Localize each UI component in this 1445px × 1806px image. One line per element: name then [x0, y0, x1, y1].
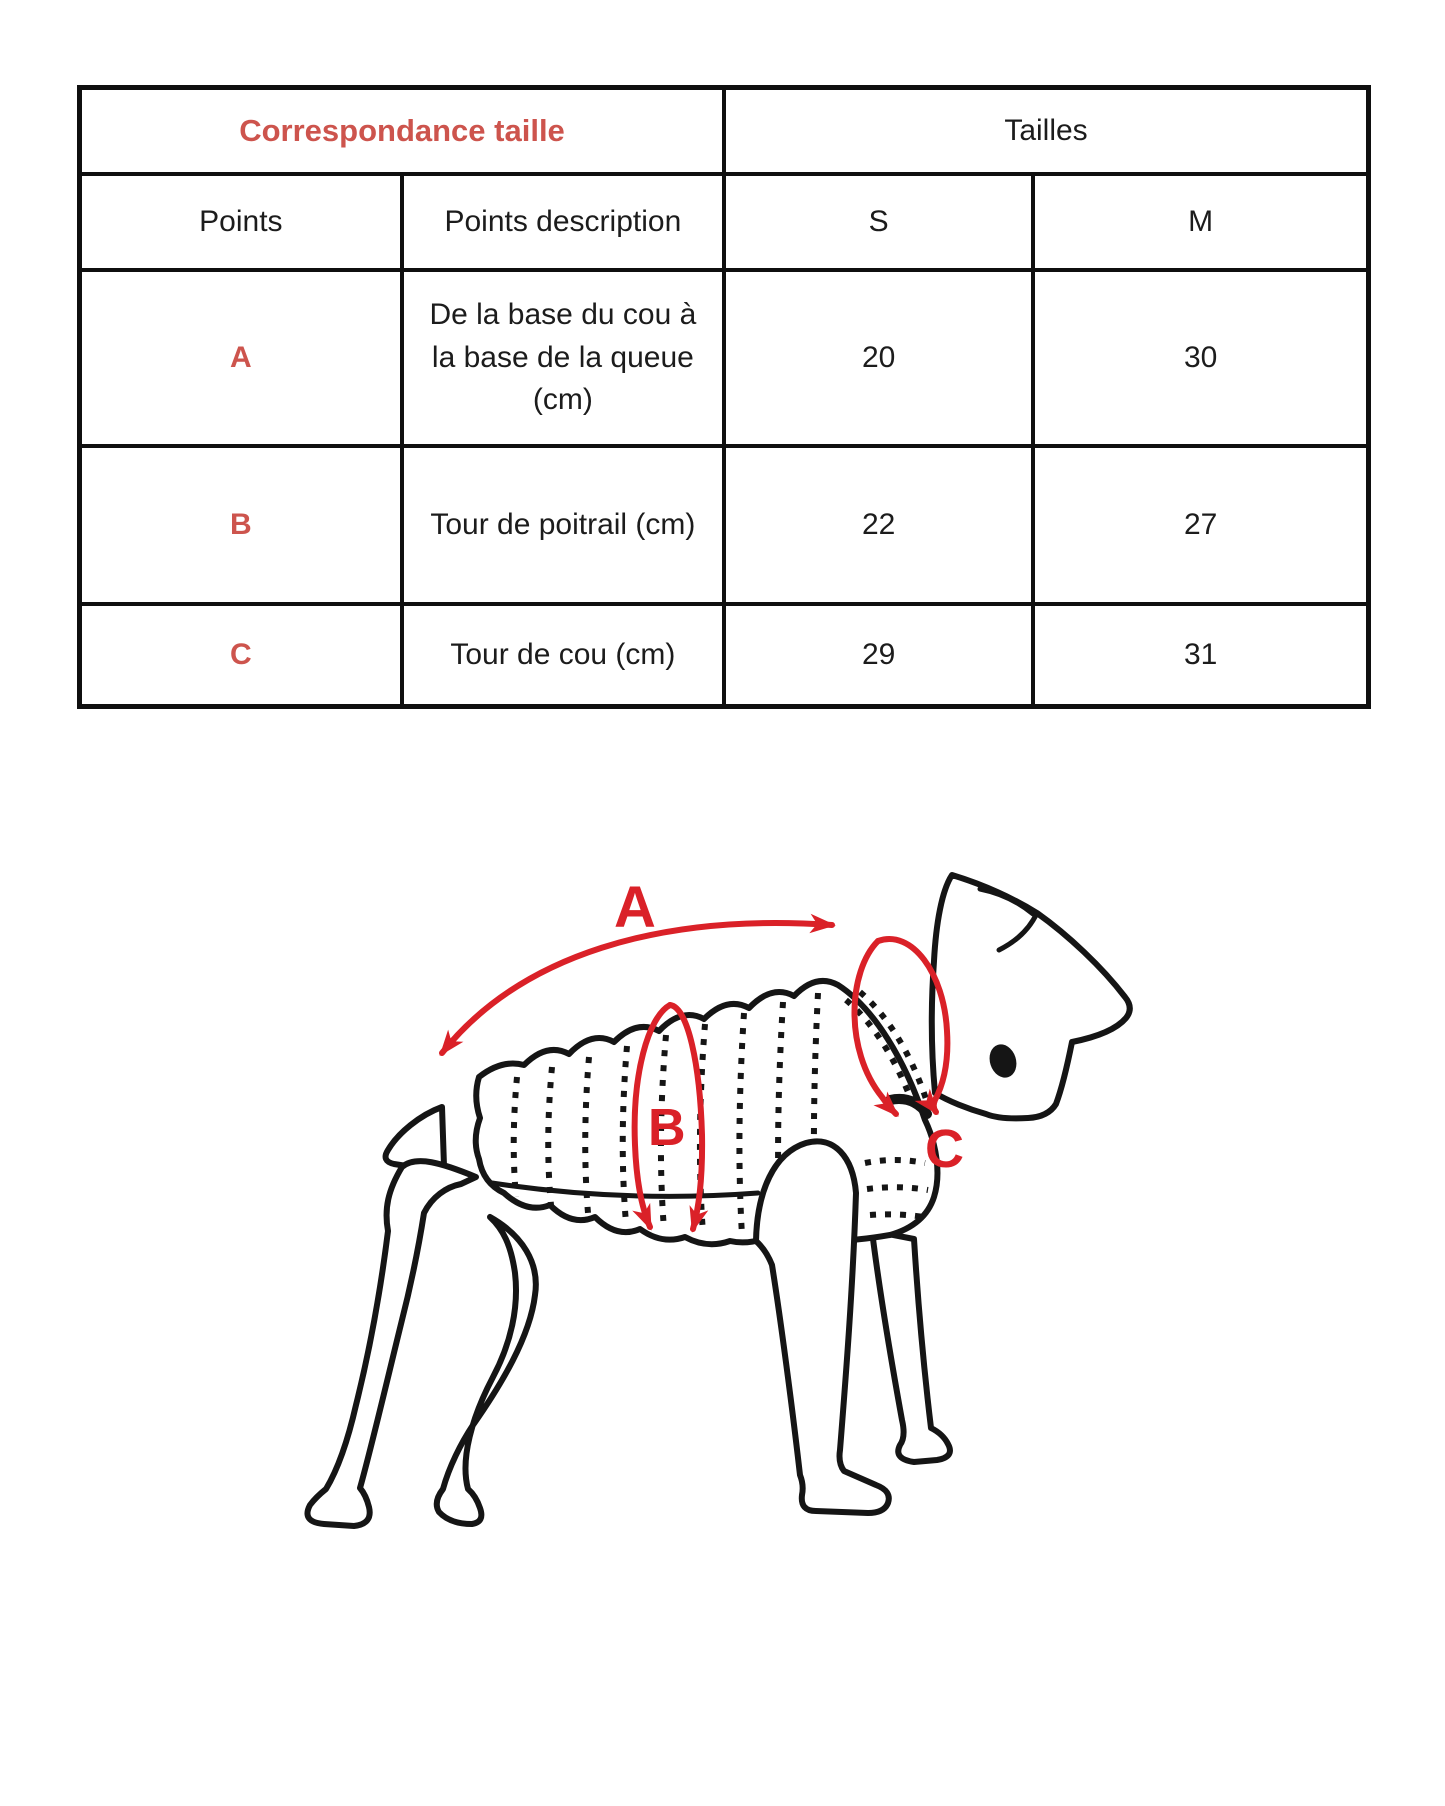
point-label-b: B: [80, 446, 402, 604]
col-header-size-m: M: [1033, 174, 1368, 270]
dog-head: [890, 875, 1130, 1118]
value-a-s: 20: [724, 270, 1033, 446]
point-description-a: De la base du cou à la base de la queue (cm): [402, 270, 724, 446]
table-group-header-row: [80, 88, 1369, 175]
table-title: Correspondance taille: [80, 88, 725, 175]
value-b-m: 27: [1033, 446, 1368, 604]
col-header-size-s: S: [724, 174, 1033, 270]
table-row: [80, 446, 1369, 604]
measure-label-c: C: [925, 1119, 964, 1179]
point-description-b: Tour de poitrail (cm): [402, 446, 724, 604]
col-header-description: Points description: [402, 174, 724, 270]
sizes-group-header: Tailles: [724, 88, 1369, 175]
table-column-header-row: [80, 174, 1369, 270]
point-label-a: A: [80, 270, 402, 446]
col-header-points: Points: [80, 174, 402, 270]
value-b-s: 22: [724, 446, 1033, 604]
point-label-c: C: [80, 604, 402, 707]
dog-measurement-diagram: [280, 845, 1160, 1560]
value-a-m: 30: [1033, 270, 1368, 446]
point-description-c: Tour de cou (cm): [402, 604, 724, 707]
dog-tail-outline: [386, 1107, 444, 1167]
table-row: [80, 270, 1369, 446]
size-table: [77, 85, 1371, 709]
dog-hind-leg-near: [437, 1217, 536, 1524]
value-c-s: 29: [724, 604, 1033, 707]
table-row: [80, 604, 1369, 707]
measure-label-b: B: [648, 1099, 686, 1157]
measure-label-a: A: [614, 875, 656, 940]
dog-front-leg-far: [872, 1231, 950, 1462]
value-c-m: 31: [1033, 604, 1368, 707]
